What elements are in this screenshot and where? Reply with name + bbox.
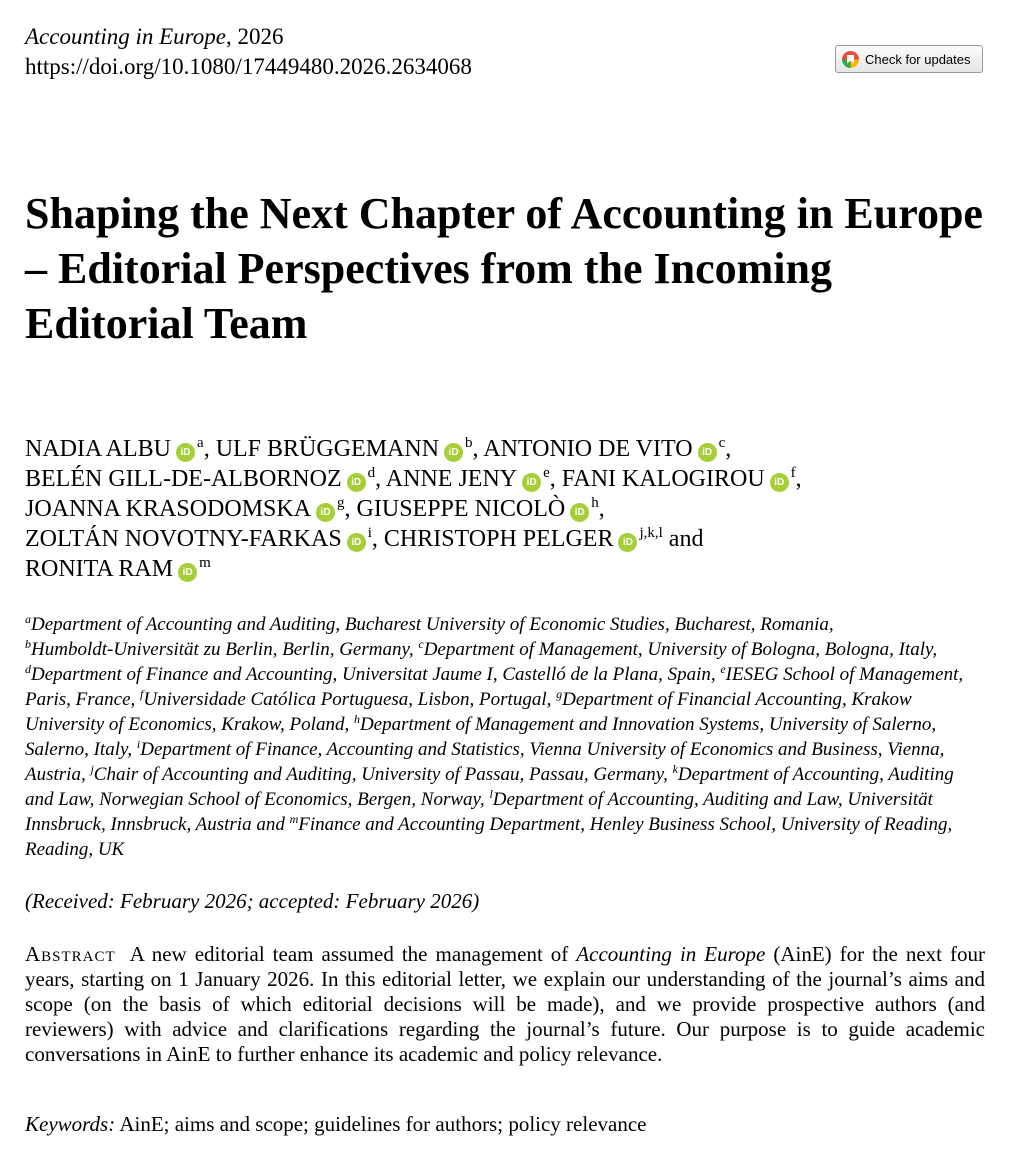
- orcid-icon[interactable]: iD: [570, 503, 589, 522]
- affiliation-text: Chair of Accounting and Auditing, University of Passau, Passau, Germany,: [93, 764, 673, 785]
- affiliation-text: Department of Management and Innovation Systems, University of Salerno, Salerno, Italy,: [25, 714, 937, 760]
- affiliations: [25, 612, 985, 862]
- author-name: CHRISTOPH PELGER: [383, 526, 614, 552]
- author-separator: ,: [375, 466, 386, 492]
- affiliation-text: Department of Accounting, Auditing and Law, Norwegian School of Economics, Bergen, Norway,: [25, 764, 954, 810]
- doi-link[interactable]: https://doi.org/10.1080/17449480.2026.2634068: [25, 54, 472, 79]
- article-title: Shaping the Next Chapter of Accounting in Europe – Editorial Perspectives from the Incoming Editorial Team: [25, 189, 983, 348]
- orcid-icon[interactable]: iD: [176, 443, 195, 462]
- keywords-label: Keywords:: [25, 1112, 116, 1136]
- author-affiliation-marker: j,k,l: [639, 525, 663, 541]
- affiliation-marker: m: [289, 812, 299, 826]
- journal-citation: [25, 22, 472, 52]
- affiliation-marker: d: [25, 662, 31, 676]
- abstract-text-1: A new editorial team assumed the management of: [129, 942, 577, 966]
- affiliation-marker: h: [353, 712, 360, 726]
- orcid-icon[interactable]: iD: [178, 563, 197, 582]
- author-separator: ,: [472, 436, 484, 462]
- orcid-icon[interactable]: iD: [444, 443, 463, 462]
- author-separator: ,: [549, 466, 562, 492]
- affiliation-marker: i: [136, 737, 141, 751]
- author-affiliation-marker: b: [465, 435, 473, 451]
- author-affiliation-marker: d: [367, 465, 376, 481]
- orcid-icon[interactable]: iD: [347, 473, 366, 492]
- orcid-icon[interactable]: iD: [698, 443, 717, 462]
- author-name: ANTONIO DE VITO: [483, 436, 693, 462]
- affiliation-text: Humboldt-Universität zu Berlin, Berlin, Germany,: [31, 639, 419, 660]
- affiliation-marker: a: [25, 612, 31, 626]
- affiliation-marker: k: [672, 762, 678, 776]
- author-name: ANNE JENY: [385, 466, 518, 492]
- orcid-icon[interactable]: iD: [618, 533, 637, 552]
- affiliation-marker: b: [25, 637, 31, 651]
- author-name: FANI KALOGIROU: [561, 466, 765, 492]
- author-affiliation-marker: f: [790, 465, 796, 481]
- orcid-icon[interactable]: iD: [316, 503, 335, 522]
- received-dates: (Received: February 2026; accepted: February 2026): [25, 889, 480, 913]
- affiliation-marker: e: [720, 662, 726, 676]
- affiliation-text: Department of Finance and Accounting, Universitat Jaume I, Castelló de la Plana, Spain,: [31, 664, 721, 685]
- abstract-label: Abstract: [25, 942, 116, 966]
- orcid-icon[interactable]: iD: [770, 473, 789, 492]
- keywords-text: AinE; aims and scope; guidelines for authors; policy relevance: [119, 1112, 647, 1136]
- author-list: [25, 434, 1015, 584]
- affiliation-marker: c: [418, 637, 424, 651]
- affiliation-marker: f: [140, 687, 144, 701]
- author-name: BELÉN GILL-DE-ALBORNOZ: [25, 466, 342, 492]
- journal-header: [25, 22, 472, 82]
- author-affiliation-marker: i: [367, 525, 372, 541]
- affiliation-text: Department of Financial Accounting, Krakow University of Economics, Krakow, Poland,: [25, 689, 912, 735]
- author-separator: ,: [344, 496, 357, 522]
- author-separator: ,: [203, 436, 216, 462]
- author-affiliation-marker: a: [197, 435, 204, 451]
- orcid-icon[interactable]: iD: [347, 533, 366, 552]
- check-for-updates-button[interactable]: [835, 45, 983, 73]
- affiliation-text: Finance and Accounting Department, Henley Business School, University of Reading, Reading, UK: [25, 814, 953, 860]
- author-separator: and: [662, 526, 704, 552]
- affiliation-text: Universidade Católica Portuguesa, Lisbon, Portugal,: [143, 689, 557, 710]
- journal-name: Accounting in Europe: [25, 24, 226, 49]
- author-affiliation-marker: g: [337, 495, 345, 511]
- author-name: GIUSEPPE NICOLÒ: [356, 496, 566, 522]
- affiliation-text: Department of Finance, Accounting and Statistics, Vienna University of Economics and Business, Vienna, Austria,: [25, 739, 945, 785]
- author-affiliation-marker: c: [718, 435, 726, 451]
- journal-year: , 2026: [226, 24, 284, 49]
- crossmark-icon: [842, 51, 859, 68]
- author-affiliation-marker: h: [591, 495, 599, 511]
- author-name: NADIA ALBU: [25, 436, 172, 462]
- author-name: ZOLTÁN NOVOTNY-FARKAS: [25, 526, 342, 552]
- abstract: [25, 942, 985, 1067]
- author-affiliation-marker: e: [543, 465, 550, 481]
- author-affiliation-marker: m: [199, 555, 211, 571]
- author-name: ULF BRÜGGEMANN: [215, 436, 440, 462]
- affiliation-marker: l: [489, 787, 493, 801]
- keywords: [25, 1112, 647, 1137]
- author-separator: ,: [725, 436, 732, 462]
- affiliation-text: Department of Accounting, Auditing and Law, Universität Innsbruck, Innsbruck, Austria and: [25, 789, 933, 835]
- author-name: RONITA RAM: [25, 556, 174, 582]
- affiliation-text: Department of Accounting and Auditing, Bucharest University of Economic Studies, Bucharest, Romania,: [31, 614, 834, 635]
- author-separator: ,: [371, 526, 384, 552]
- orcid-icon[interactable]: iD: [522, 473, 541, 492]
- affiliation-text: IESEG School of Management, Paris, France,: [25, 664, 964, 710]
- affiliation-marker: g: [556, 687, 563, 701]
- abstract-text-2: (AinE) for the next four years, starting on 1 January 2026. In this editorial letter, we explain our understanding of the journal’s aims and scope (on the basis of which editorial decisions will be made), and we provide prospective authors (and reviewers) with advice and clarifications regarding the journal’s future. Our purpose is to guide academic conversations in AinE to further enhance its academic and policy relevance.: [25, 942, 985, 1066]
- author-name: JOANNA KRASODOMSKA: [25, 496, 312, 522]
- check-for-updates-label: Check for updates: [865, 51, 971, 67]
- affiliation-text: Department of Management, University of Bologna, Bologna, Italy,: [423, 639, 938, 660]
- affiliation-marker: j: [90, 762, 94, 776]
- author-separator: ,: [795, 466, 802, 492]
- author-separator: ,: [598, 496, 605, 522]
- abstract-journal-name: Accounting in Europe: [576, 942, 766, 966]
